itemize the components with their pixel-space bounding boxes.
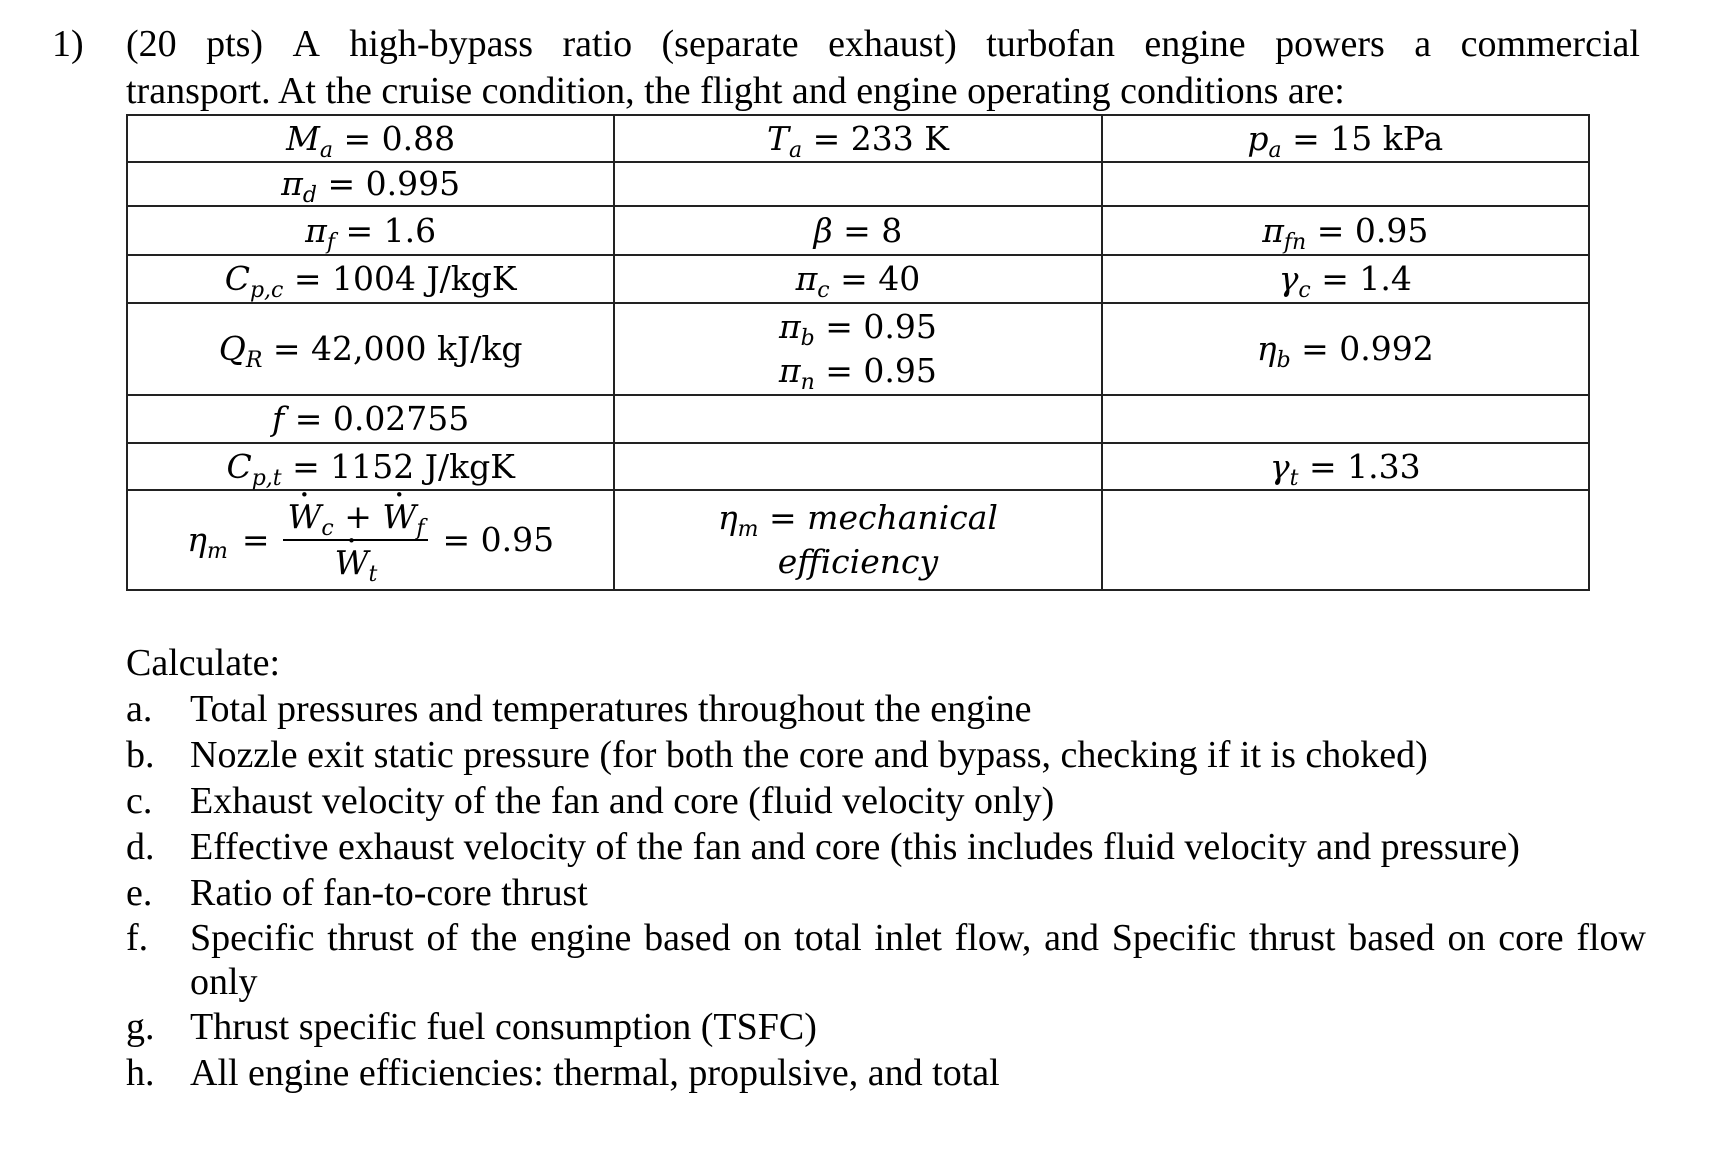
ambient-temperature-cell: $T_a = 233$ K [614, 115, 1101, 162]
calculate-heading: Calculate: [126, 642, 281, 684]
table-row [127, 206, 1589, 255]
turbine-gamma-cell: $\gamma_t = 1.33$ [1102, 443, 1589, 490]
table-row [127, 255, 1589, 303]
mechanical-efficiency-definition-cell: $\eta_m$ = mechanical efficiency [614, 490, 1101, 590]
compressor-gamma-cell: $\gamma_c = 1.4$ [1102, 255, 1589, 303]
problem-statement-line-2: transport. At the cruise condition, the flight and engine operating conditions are: [126, 70, 1345, 112]
word: A [292, 23, 320, 65]
burner-efficiency-cell: $\eta_b = 0.992$ [1102, 303, 1589, 395]
word: a [1414, 23, 1432, 65]
ambient-pressure-cell: $p_a = 15$ kPa [1102, 115, 1589, 162]
word: (separate [661, 23, 799, 65]
operating-conditions-table [126, 114, 1590, 591]
list-item: g. Thrust specific fuel consumption (TSFC) [126, 1006, 817, 1048]
word: exhaust) [828, 23, 957, 65]
word: ratio [562, 23, 633, 65]
word: high-bypass [349, 23, 534, 65]
list-item: h. All engine efficiencies: thermal, propulsive, and total [126, 1052, 1000, 1094]
empty-cell [614, 162, 1101, 206]
list-item: d. Effective exhaust velocity of the fan and core (this includes fluid velocity and pressure) [126, 826, 1520, 868]
mechanical-efficiency-formula-cell: $\eta_m$ = · $W_c$ + · $W_f$ · $W_t$ = 0.95 [127, 490, 614, 590]
table-row [127, 162, 1589, 206]
word: commercial [1460, 23, 1640, 65]
empty-cell [1102, 162, 1589, 206]
fan-pressure-ratio-cell: $\pi_f = 1.6$ [127, 206, 614, 255]
fuel-air-ratio-cell: f = 0.02755 [127, 395, 614, 443]
empty-cell [1102, 395, 1589, 443]
word: pts) [206, 23, 264, 65]
table-row [127, 490, 1589, 590]
burner-nozzle-pressure-ratio-cell: $\pi_b = 0.95$ $\pi_n = 0.95$ [614, 303, 1101, 395]
compressor-pressure-ratio-cell: $\pi_c = 40$ [614, 255, 1101, 303]
list-item: f. Specific thrust of the engine based on total inlet flow, and Specific thrust based on core flow only [126, 917, 1646, 1003]
efficiency-fraction: · $W_c$ + · $W_f$ · $W_t$ [283, 499, 428, 581]
fan-nozzle-pressure-ratio-cell: $\pi_{fn} = 0.95$ [1102, 206, 1589, 255]
diffuser-pressure-ratio-cell: $\pi_d = 0.995$ [127, 162, 614, 206]
table-row [127, 115, 1589, 162]
word: (20 [126, 23, 177, 65]
word: powers [1275, 23, 1385, 65]
empty-cell [1102, 490, 1589, 590]
list-item: c. Exhaust velocity of the fan and core (fluid velocity only) [126, 780, 1055, 822]
empty-cell [614, 443, 1101, 490]
list-item: e. Ratio of fan-to-core thrust [126, 872, 588, 914]
bypass-ratio-cell: β = 8 [614, 206, 1101, 255]
word: engine [1144, 23, 1246, 65]
compressor-cp-cell: $C_{p,c} = 1004$ J/kgK [127, 255, 614, 303]
empty-cell [614, 395, 1101, 443]
table-row [127, 443, 1589, 490]
mach-number-cell: $M_a = 0.88$ [127, 115, 614, 162]
list-item: a. Total pressures and temperatures throughout the engine [126, 688, 1032, 730]
turbine-cp-cell: $C_{p,t} = 1152$ J/kgK [127, 443, 614, 490]
table-row [127, 303, 1589, 395]
list-item: b. Nozzle exit static pressure (for both the core and bypass, checking if it is choked) [126, 734, 1428, 776]
table-row [127, 395, 1589, 443]
word: turbofan [986, 23, 1115, 65]
calculation-list [126, 686, 1646, 1096]
problem-statement-line-1 [126, 22, 1640, 66]
question-number: 1) [52, 23, 84, 65]
fuel-heating-value-cell: $Q_R = 42,000$ kJ/kg [127, 303, 614, 395]
